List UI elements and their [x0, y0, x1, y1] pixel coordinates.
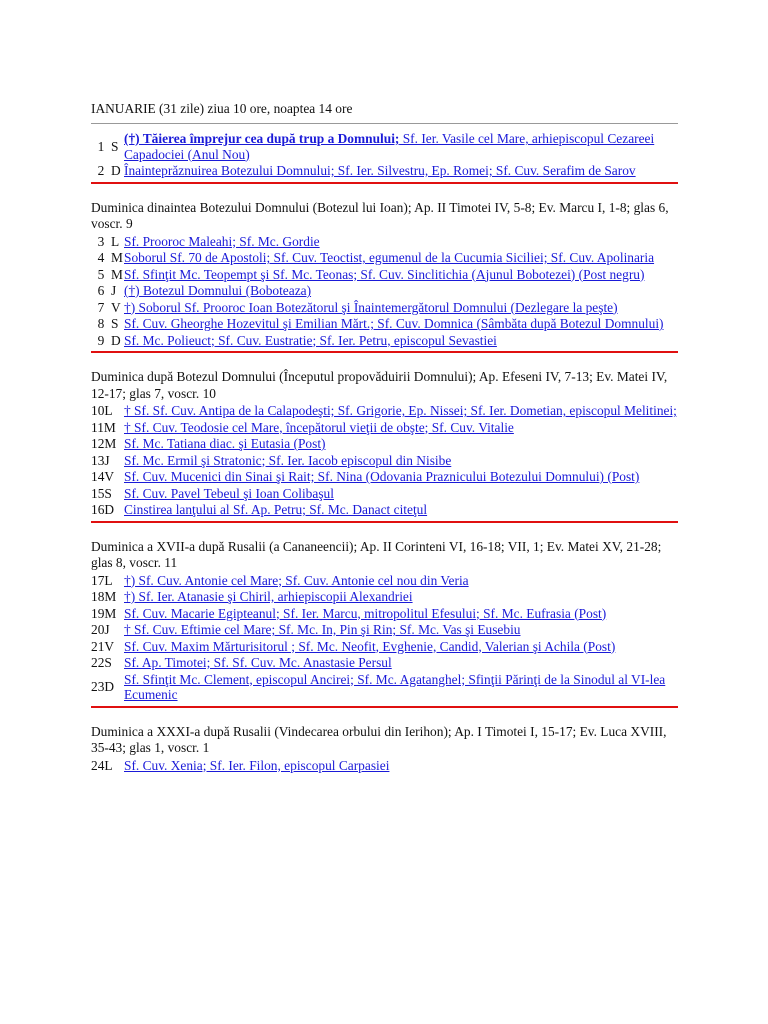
calendar-document — [91, 100, 678, 774]
day-row — [91, 316, 678, 332]
feast-link[interactable]: Soborul Sf. 70 de Apostoli; Sf. Cuv. Teoctist, egumenul de la Cucumia Siciliei; Sf. Cuv. Apolinaria — [124, 250, 655, 265]
weekday-letter: M — [111, 266, 123, 282]
day-row — [91, 655, 678, 671]
sunday-readings: Duminica a XXXI-a după Rusalii (Vindecarea orbului din Ierihon); Ap. I Timotei I, 15-17; Ev. Luca XVIII, 35-43; glas 1, voscr. 1 — [91, 723, 667, 755]
day-number: 3 — [97, 233, 105, 249]
weekday-letter: D — [104, 679, 115, 695]
day-number: 24 — [91, 757, 105, 773]
day-number: 16 — [91, 502, 105, 517]
feast-link[interactable]: Sf. Prooroc Maleahi; Sf. Mc. Gordie — [124, 233, 320, 249]
day-row — [91, 131, 678, 162]
month-header: IANUARIE (31 zile) ziua 10 ore, noaptea 14 ore — [91, 101, 353, 116]
feast-text — [124, 502, 678, 518]
feast-text — [124, 622, 678, 638]
week-divider — [91, 521, 678, 523]
feast-text — [124, 234, 678, 250]
feast-text — [124, 573, 678, 589]
day-row — [91, 502, 678, 518]
feast-link[interactable]: (†) Botezul Domnului (Boboteaza) — [124, 283, 312, 298]
calendar-groups — [91, 131, 678, 773]
feast-text — [124, 267, 678, 283]
day-row — [91, 300, 678, 316]
day-row — [91, 163, 678, 179]
feast-link[interactable]: Cinstirea lanţului al Sf. Ap. Petru; Sf. Mc. Danact citeţul — [124, 502, 428, 517]
feast-text — [124, 453, 678, 469]
day-label — [91, 589, 124, 605]
day-number: 23 — [91, 679, 105, 695]
sunday-readings: Duminica după Botezul Domnului (Începutul propovăduirii Domnului); Ap. Efeseni IV, 7-13; Ev. Matei IV, 12-17; glas 7, voscr. 10 — [91, 369, 668, 401]
feast-link[interactable]: † Sf. Cuv. Eftimie cel Mare; Sf. Mc. In, Pin şi Rin; Sf. Mc. Vas şi Eusebiu — [124, 622, 521, 637]
feast-text — [124, 300, 678, 316]
weekday-letter: M — [104, 436, 117, 451]
feast-text — [124, 758, 678, 774]
day-number: 7 — [97, 299, 105, 315]
feast-text — [124, 333, 678, 349]
weekday-letter: D — [111, 163, 121, 178]
day-label — [91, 622, 124, 638]
feast-link[interactable]: Sf. Mc. Polieuct; Sf. Cuv. Eustratie; Sf. Ier. Petru, episcopul Sevastiei — [124, 332, 497, 348]
day-row — [91, 469, 678, 485]
day-row — [91, 267, 678, 283]
day-number: 5 — [97, 266, 105, 282]
week-divider — [91, 182, 678, 184]
day-number: 20 — [91, 622, 105, 637]
day-label — [91, 639, 124, 655]
feast-link[interactable]: Sf. Cuv. Gheorghe Hozevitul şi Emilian Mărt.; Sf. Cuv. Domnica (Sâmbăta după Botezul Domnului) — [124, 316, 664, 331]
weekday-letter: S — [104, 485, 112, 501]
weekday-letter: V — [104, 638, 115, 654]
day-label — [91, 606, 124, 622]
day-label — [91, 758, 124, 774]
feast-link[interactable]: Sf. Cuv. Xenia; Sf. Ier. Filon, episcopul Carpasiei — [124, 757, 390, 773]
day-number: 8 — [97, 316, 105, 331]
day-row — [91, 234, 678, 250]
day-label — [91, 436, 124, 452]
feast-text — [124, 250, 678, 266]
feast-link[interactable]: †) Sf. Ier. Atanasie şi Chiril, arhiepiscopii Alexandriei — [124, 589, 413, 604]
sunday-readings: Duminica dinaintea Botezului Domnului (Botezul lui Ioan); Ap. II Timotei IV, 5-8; Ev. Marcu I, 1-8; glas 6, voscr. 9 — [91, 199, 669, 231]
weekday-letter: M — [111, 250, 123, 265]
day-row — [91, 436, 678, 452]
day-number: 14 — [91, 469, 105, 484]
header-divider — [91, 123, 678, 124]
weekday-letter: L — [111, 233, 120, 249]
day-label — [91, 453, 124, 469]
day-number: 18 — [91, 589, 105, 604]
weekday-letter: J — [104, 452, 110, 468]
day-label — [91, 300, 124, 316]
day-row — [91, 420, 678, 436]
day-label — [91, 469, 124, 485]
feast-text — [124, 436, 678, 452]
day-row — [91, 333, 678, 349]
feast-link[interactable]: (†) Tăierea împrejur cea după trup a Domnului; Sf. Ier. Vasile cel Mare, arhiepiscopul Cezareei Capadociei (Anul Nou) — [124, 131, 655, 162]
day-label — [91, 316, 124, 332]
feast-text — [124, 469, 678, 485]
day-label — [91, 267, 124, 283]
day-row — [91, 672, 678, 703]
day-number: 11 — [91, 419, 104, 435]
feast-link[interactable]: † Sf. Cuv. Teodosie cel Mare, începătorul vieţii de obşte; Sf. Cuv. Vitalie — [124, 419, 514, 435]
day-label — [91, 333, 124, 349]
weekday-letter: M — [103, 419, 116, 435]
weekday-letter: S — [111, 138, 119, 154]
sunday-readings: Duminica a XVII-a după Rusalii (a Cananeencii); Ap. II Corinteni VI, 16-18; VII, 1; Ev. Matei XV, 21-28; glas 8, voscr. 11 — [91, 538, 662, 570]
feast-link[interactable]: Sf. Cuv. Mucenici din Sinai şi Rait; Sf. Nina (Odovania Praznicului Botezului Domnului) (Post) — [124, 469, 640, 484]
feast-link[interactable]: Sf. Cuv. Macarie Egipteanul; Sf. Ier. Marcu, mitropolitul Efesului; Sf. Mc. Eufrasia (Post) — [124, 605, 607, 621]
day-row — [91, 589, 678, 605]
day-number: 17 — [91, 572, 105, 588]
weekday-letter: S — [104, 655, 112, 670]
day-number: 19 — [91, 605, 105, 621]
feast-link[interactable]: Înainteprăznuirea Botezului Domnului; Sf. Ier. Silvestru, Ep. Romei; Sf. Cuv. Serafim de Sarov — [124, 163, 636, 178]
day-label — [91, 502, 124, 518]
day-label — [91, 234, 124, 250]
feast-text — [124, 131, 678, 162]
weekday-letter: M — [104, 589, 117, 604]
day-row — [91, 283, 678, 299]
day-label — [91, 139, 124, 155]
feast-text — [124, 589, 678, 605]
day-number: 10 — [91, 403, 105, 418]
feast-text — [124, 672, 678, 703]
day-number: 9 — [97, 332, 105, 348]
day-row — [91, 403, 678, 419]
feast-link[interactable]: Sf. Cuv. Pavel Tebeul şi Ioan Colibaşul — [124, 485, 334, 501]
day-number: 4 — [97, 250, 105, 265]
weekday-letter: V — [104, 469, 115, 484]
day-row — [91, 486, 678, 502]
day-label — [91, 486, 124, 502]
day-label — [91, 163, 124, 179]
feast-link[interactable]: †) Sf. Cuv. Antonie cel Mare; Sf. Cuv. Antonie cel nou din Veria — [124, 572, 469, 588]
feast-text — [124, 283, 678, 299]
day-label — [91, 679, 124, 695]
week-divider — [91, 351, 678, 353]
day-label — [91, 655, 124, 671]
feast-link[interactable]: Sf. Mc. Ermil şi Stratonic; Sf. Ier. Iacob episcopul din Nisibe — [124, 452, 452, 468]
day-row — [91, 758, 678, 774]
day-label — [91, 403, 124, 419]
weekday-letter: L — [104, 757, 113, 773]
feast-link[interactable]: Sf. Sfinţit Mc. Teopempt şi Sf. Mc. Teonas; Sf. Cuv. Sinclitichia (Ajunul Bobotezei) (Post negru) — [124, 266, 645, 282]
feast-link[interactable]: Sf. Sfinţit Mc. Clement, episcopul Ancirei; Sf. Mc. Agatanghel; Sfinţii Părinţi de la Sinodul al VI-lea Ecumenic — [124, 671, 666, 702]
weekday-letter: V — [111, 299, 121, 315]
feast-link[interactable]: Sf. Ap. Timotei; Sf. Sf. Cuv. Mc. Anastasie Persul — [124, 655, 392, 670]
day-label — [91, 420, 124, 436]
feast-text — [124, 606, 678, 622]
day-label — [91, 573, 124, 589]
day-number: 2 — [97, 163, 105, 178]
weekday-letter: L — [104, 572, 113, 588]
feast-link[interactable]: † Sf. Sf. Cuv. Antipa de la Calapodeşti; Sf. Grigorie, Ep. Nissei; Sf. Ier. Dometian, episcopul Melitinei; — [124, 403, 677, 418]
weekday-letter: S — [111, 316, 119, 331]
feast-text — [124, 655, 678, 671]
feast-text — [124, 420, 678, 436]
weekday-letter: L — [104, 403, 113, 418]
day-number: 1 — [97, 138, 105, 154]
weekday-letter: J — [111, 283, 117, 298]
day-number: 22 — [91, 655, 105, 670]
feast-link[interactable]: Sf. Mc. Tatiana diac. şi Eutasia (Post) — [124, 436, 326, 451]
feast-text — [124, 163, 678, 179]
feast-text — [124, 486, 678, 502]
weekday-letter: D — [111, 332, 121, 348]
week-divider — [91, 706, 678, 708]
day-number: 15 — [91, 485, 105, 501]
day-number: 12 — [91, 436, 105, 451]
day-row — [91, 573, 678, 589]
feast-text — [124, 639, 678, 655]
day-label — [91, 250, 124, 266]
day-number: 21 — [91, 638, 105, 654]
feast-text — [124, 403, 678, 419]
day-row — [91, 622, 678, 638]
weekday-letter: M — [104, 605, 117, 621]
feast-link[interactable]: †) Soborul Sf. Prooroc Ioan Botezătorul şi Înaintemergătorul Domnului (Dezlegare la peşte) — [124, 299, 618, 315]
day-row — [91, 250, 678, 266]
day-number: 6 — [97, 283, 105, 298]
day-number: 13 — [91, 452, 105, 468]
feast-link[interactable]: Sf. Cuv. Maxim Mărturisitorul ; Sf. Mc. Neofit, Evghenie, Candid, Valerian şi Achila (Post) — [124, 638, 616, 654]
day-row — [91, 639, 678, 655]
day-label — [91, 283, 124, 299]
weekday-letter: J — [104, 622, 110, 637]
major-feast-title: (†) Tăierea împrejur cea după trup a Domnului; — [124, 131, 400, 146]
day-row — [91, 606, 678, 622]
day-row — [91, 453, 678, 469]
feast-text — [124, 316, 678, 332]
weekday-letter: D — [104, 502, 115, 517]
